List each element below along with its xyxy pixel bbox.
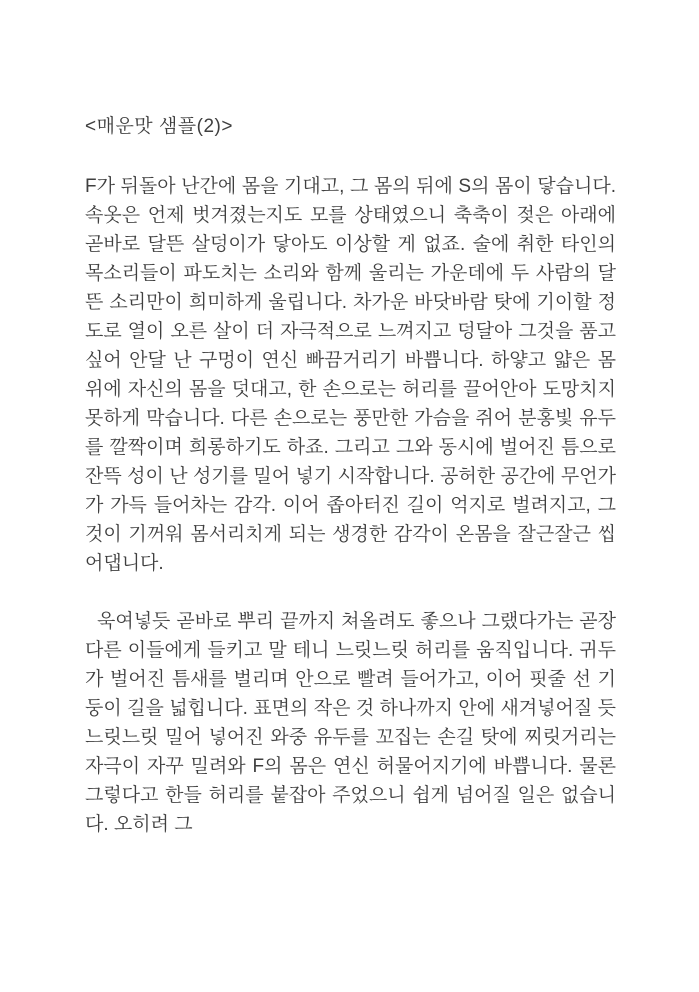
document-title: <매운맛 샘플(2)>	[85, 116, 233, 137]
paragraph-2: 욱여넣듯 곧바로 뿌리 끝까지 쳐올려도 좋으나 그랬다가는 곧장 다른 이들에게 들키고 말 테니 느릿느릿 허리를 움직입니다. 귀두가 벌어진 틈새를 벌리며 안으로 빨려 들어가고, 이어 핏줄 선 기둥이 길을 넓힙니다. 표면의 작은 것 하나까지 안에 새겨넣어질 듯 느릿느릿 밀어 넣어진 와중 유두를 꼬집는 손길 탓에 찌릿거리는 자극이 자꾸 밀려와 F의 몸은 연신 허물어지기에 바쁩니다. 물론 그렇다고 한들 허리를 붙잡아 주었으니 쉽게 넘어질 일은 없습니다. 오히려 그	[85, 611, 616, 835]
paragraph-1: F가 뒤돌아 난간에 몸을 기대고, 그 몸의 뒤에 S의 몸이 닿습니다. 속옷은 언제 벗겨졌는지도 모를 상태였으니 축축이 젖은 아래에 곧바로 달뜬 살덩이가 닿아도 이상할 게 없죠. 술에 취한 타인의 목소리들이 파도치는 소리와 함께 울리는 가운데에 두 사람의 달뜬 소리만이 희미하게 울립니다. 차가운 바닷바람 탓에 기이할 정도로 열이 오른 살이 더 자극적으로 느껴지고 덩달아 그것을 품고 싶어 안달 난 구멍이 연신 빠끔거리기 바쁩니다. 하얗고 얇은 몸 위에 자신의 몸을 덧대고, 한 손으로는 허리를 끌어안아 도망치지 못하게 막습니다. 다른 손으로는 풍만한 가슴을 쥐어 분홍빛 유두를 깔짝이며 희롱하기도 하죠. 그리고 그와 동시에 벌어진 틈으로 잔뜩 성이 난 성기를 밀어 넣기 시작합니다. 공허한 공간에 무언가가 가득 들어차는 감각. 이어 좁아터진 길이 억지로 벌려지고, 그것이 기꺼워 몸서리치게 되는 생경한 감각이 온몸을 잘근잘근 씹어댑니다.	[85, 176, 616, 574]
